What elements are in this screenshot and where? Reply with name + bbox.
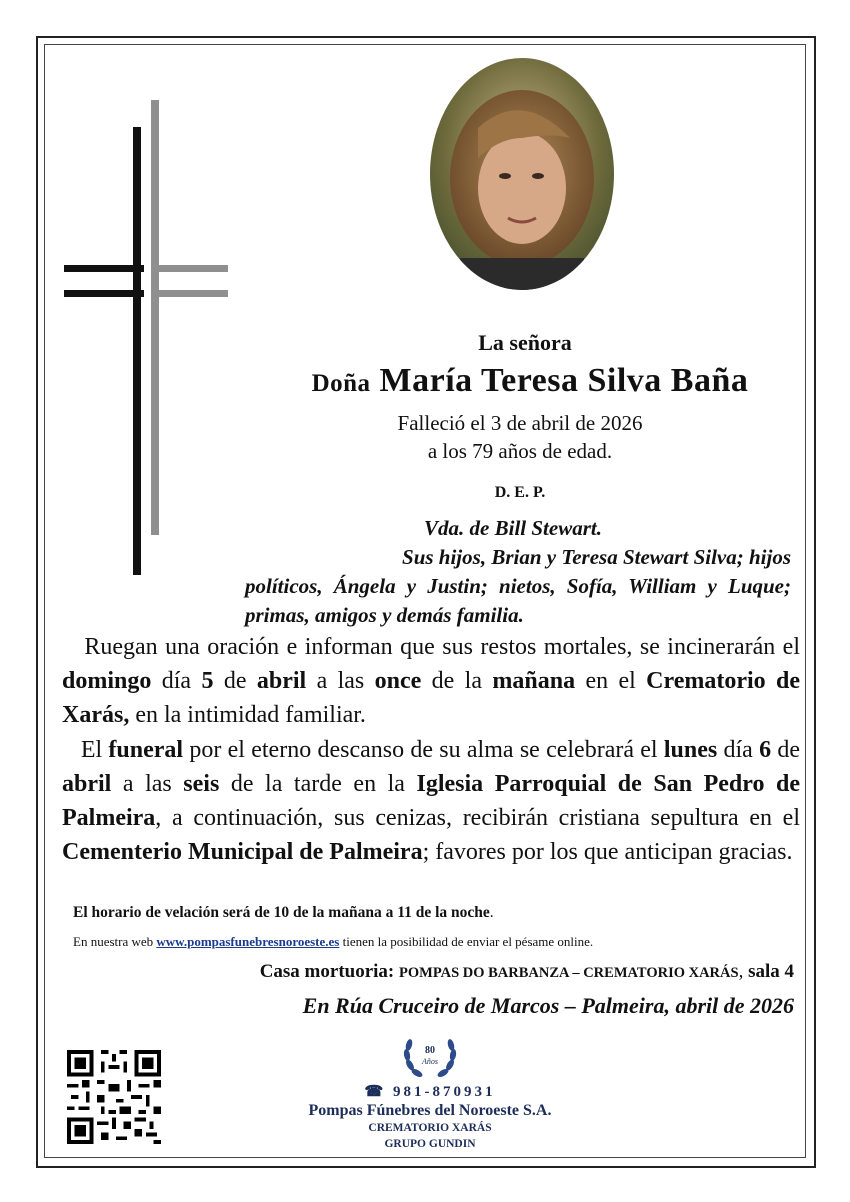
funeral-paragraph: El funeral por el eterno descanso de su alma se celebrará el lunes día 6 de abril a las seis de la tarde en la Iglesia Parroquial de San Pedro de Palmeira, a continuación, sus cenizas, recibirán cristiana sepultura en el Cementerio Municipal de Palmeira; favores por los que anticipan gracias. [62, 737, 801, 865]
portrait-photo [430, 58, 614, 290]
name-prefix: Doña [311, 370, 371, 397]
cremation-paragraph: Ruegan una oración e informan que sus restos mortales, se incinerarán el domingo día 5 de abril a las once de la mañana en el Crematorio de Xarás, en la intimidad familiar. [62, 634, 801, 728]
family-block [245, 514, 791, 630]
vigil-hours: El horario de velación será de 10 de la mañana a 11 de la noche. [73, 904, 494, 921]
title-prefix: La señora [478, 330, 572, 355]
family-line-children: Sus hijos, Brian y Teresa Stewart Silva; hijos [402, 545, 791, 569]
death-date: Falleció el 3 de abril de 2026 [397, 411, 643, 435]
website-link[interactable]: www.pompasfunebresnoroeste.es [156, 934, 340, 949]
deceased-name [240, 362, 820, 400]
company-crematorium: CREMATORIO XARÁS [368, 1122, 492, 1134]
place-date-line: En Rúa Cruceiro de Marcos – Palmeira, abril de 2026 [302, 993, 794, 1018]
phone-line: ☎ 981-870931 [364, 1084, 496, 1100]
svg-text:80: 80 [425, 1045, 435, 1056]
age-text: a los 79 años de edad. [427, 439, 613, 463]
phone-icon: ☎ [364, 1084, 387, 1100]
family-line-rest: políticos, Ángela y Justin; nietos, Sofía, William y Luque; primas, amigos y demás familia. [245, 574, 791, 627]
company-name: Pompas Fúnebres del Noroeste S.A. [308, 1102, 552, 1119]
web-note: En nuestra web www.pompasfunebresnoroeste.es tienen la posibilidad de enviar el pésame online. [73, 934, 594, 949]
company-group: GRUPO GUNDIN [384, 1138, 476, 1150]
funeral-home: Casa mortuoria: POMPAS DO BARBANZA – CREMATORIO XARÁS, sala 4 [259, 961, 794, 982]
name-text: María Teresa Silva Baña [379, 362, 749, 399]
rip-text: D. E. P. [494, 484, 546, 501]
anniversary-laurel-icon [401, 1033, 459, 1083]
svg-text:Años: Años [422, 1057, 438, 1066]
family-line-widow: Vda. de Bill Stewart. [424, 516, 602, 540]
qr-code-icon [67, 1050, 161, 1144]
